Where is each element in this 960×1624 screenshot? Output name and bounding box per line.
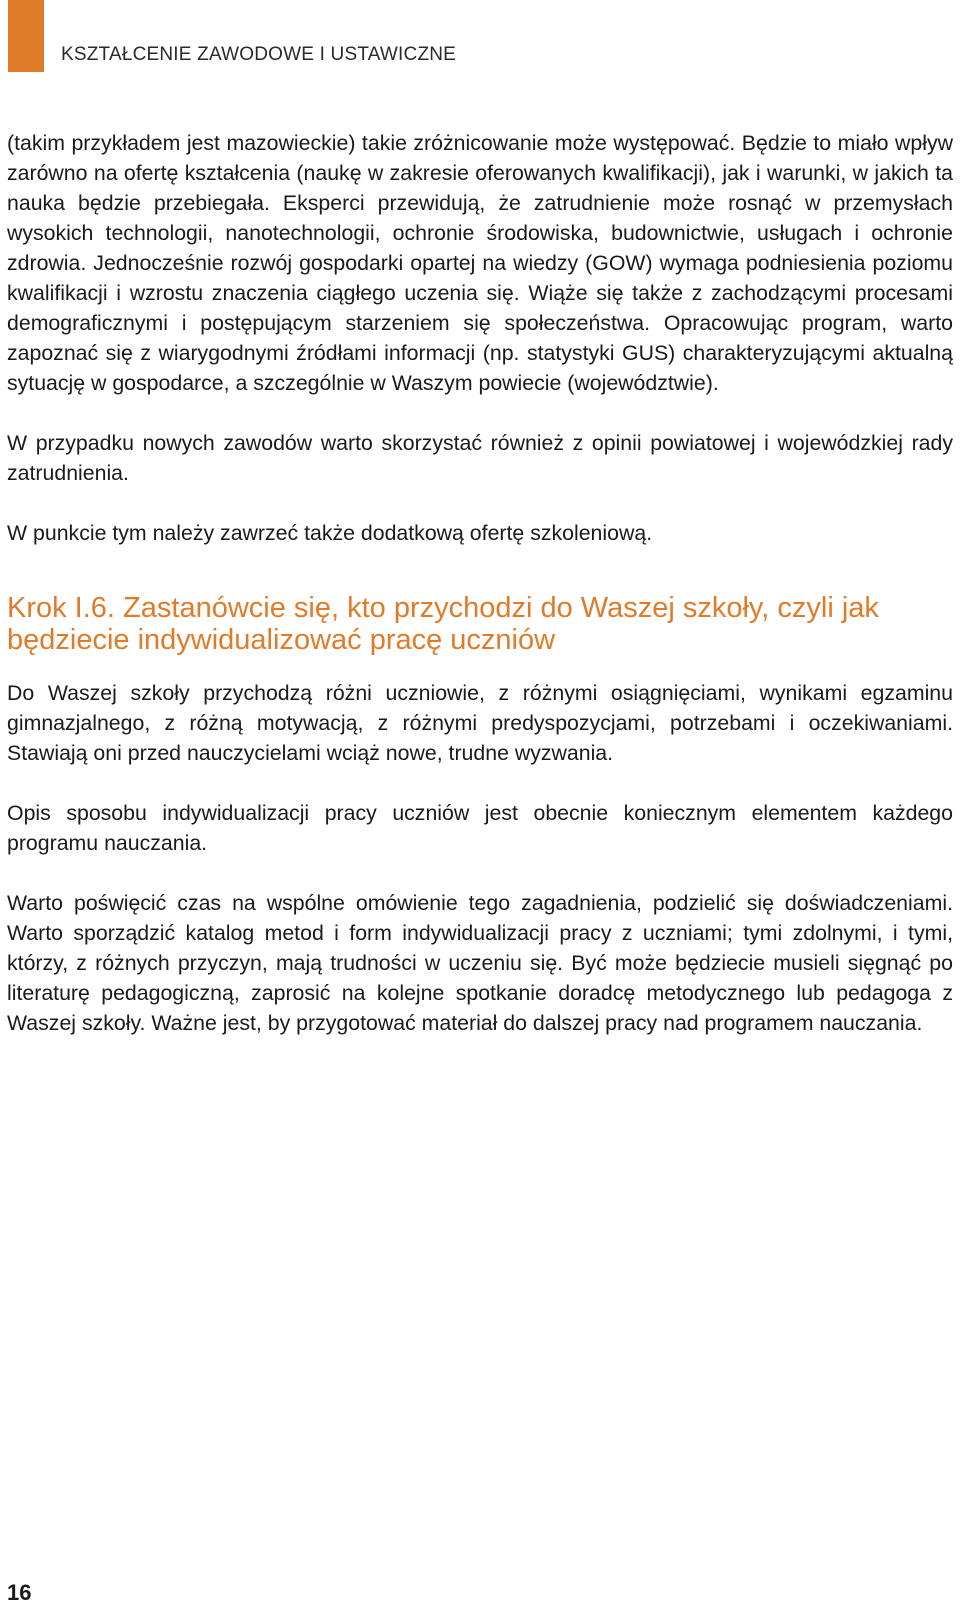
paragraph-individualization: Opis sposobu indywidualizacji pracy uczniów jest obecnie koniecznym elementem każdego programu nauczania. [7,801,953,855]
page-number: 16 [7,1580,32,1605]
paragraph-students: Do Waszej szkoły przychodzą różni uczniowie, z różnymi osiągnięciami, wynikami egzaminu gimnazjalnego, z różną motywacją, z różnymi predyspozycjami, potrzebami i oczekiwaniami. Stawiają oni przed nauczycielami wciąż nowe, trudne wyzwania. [7,681,953,765]
section-heading: Krok I.6. Zastanówcie się, kto przychodzi do Waszej szkoły, czyli jak będziecie indywidualizować pracę uczniów [7,592,879,656]
running-header: KSZTAŁCENIE ZAWODOWE I USTAWICZNE [61,44,457,65]
paragraph-intro: (takim przykładem jest mazowieckie) takie zróżnicowanie może występować. Będzie to miało wpływ zarówno na ofertę kształcenia (naukę w zakresie oferowanych kwalifikacji), jak i warunki, w jakich ta nauka będzie przebiegała. Eksperci przewidują, że zatrudnienie może rosnąć w przemysłach wysokich technologii, nanotechnologii, ochronie środowiska, budownictwie, usługach i ochronie zdrowia. Jednocześnie rozwój gospodarki opartej na wiedzy (GOW) wymaga podniesienia poziomu kwalifikacji i wzrostu znaczenia ciągłego uczenia się. Wiąże się także z zachodzącymi procesami demograficznymi i postępującym starzeniem się społeczeństwa. Opracowując program, warto zapoznać się z wiarygodnymi źródłami informacji (np. statystyki GUS) charakteryzującymi aktualną sytuację w gospodarce, a szczególnie w Waszym powiecie (województwie). [7,131,953,395]
paragraph-training-offer: W punkcie tym należy zawrzeć także dodatkową ofertę szkoleniową. [7,521,653,545]
paragraph-new-professions: W przypadku nowych zawodów warto skorzystać również z opinii powiatowej i wojewódzkiej rady zatrudnienia. [7,431,953,485]
header-accent-bar [8,0,44,72]
page-body [7,128,953,1068]
paragraph-methods: Warto poświęcić czas na wspólne omówienie tego zagadnienia, podzielić się doświadczeniami. Warto sporządzić katalog metod i form indywidualizacji pracy z uczniami; tymi zdolnymi, i tymi, którzy, z różnych przyczyn, mają trudności w uczeniu się. Być może będziecie musieli sięgnąć po literaturę pedagogiczną, zaprosić na kolejne spotkanie doradcę metodycznego lub pedagoga z Waszej szkoły. Ważne jest, by przygotować materiał do dalszej pracy nad programem nauczania. [7,891,953,1035]
